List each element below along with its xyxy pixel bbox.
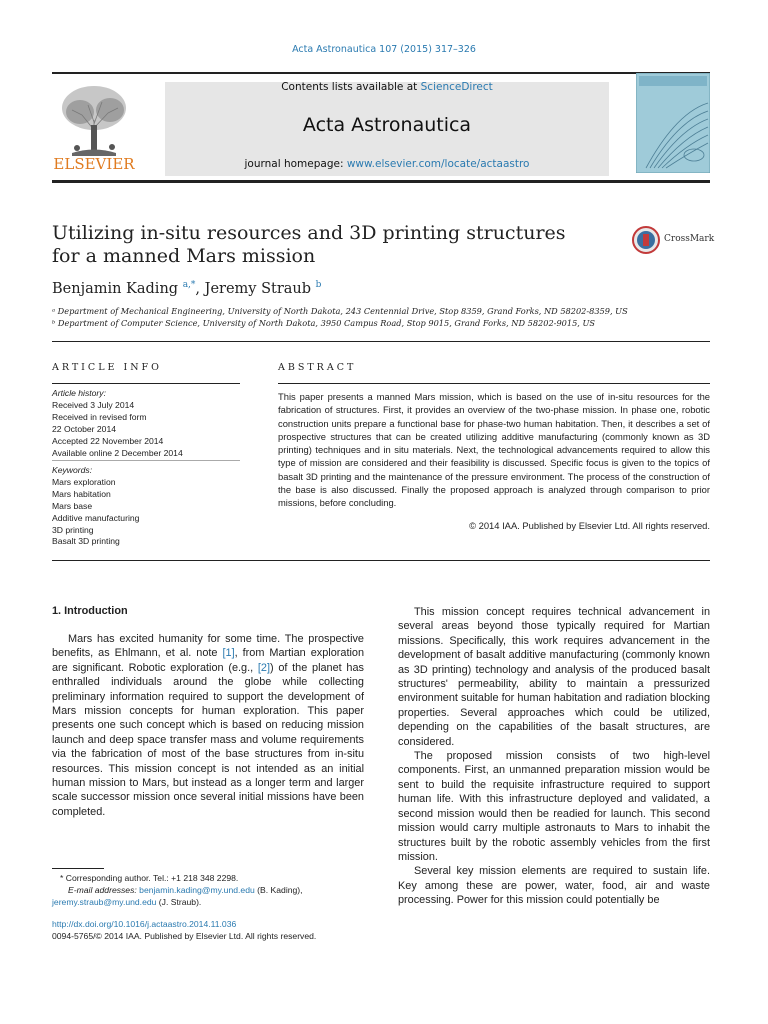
intro-p1-text-b: , from Martian exploration are significant. Robotic exploration (e.g., — [52, 647, 364, 674]
intro-paragraph-2: This mission concept requires technical advancement in several areas beyond those typically required for Martian missions. Specifically, this work requires advancement in the development of basalt additive manufacturing (commonly known as 3D printing) technology and analysis of the produced basalt structures' permeability, ability to maintain a pressurized environment suitable for human habitation and radiation blocking properties. Several approaches which could be utilized, depending on the capabilities of the basalt structures, are considered. — [398, 606, 710, 748]
keyword-item: Mars base — [52, 500, 93, 511]
author-kading-affil[interactable]: a,* — [182, 280, 196, 290]
homepage-prefix: journal homepage: — [244, 158, 347, 170]
keywords-label: Keywords: — [52, 465, 93, 475]
issn-copyright: 0094-5765/© 2014 IAA. Published by Elsevier Ltd. All rights reserved. — [52, 931, 317, 942]
contents-line — [165, 81, 609, 93]
article-history — [52, 388, 242, 459]
section-rule — [52, 341, 710, 342]
abstract-text: This paper presents a manned Mars mission, which is based on the use of in-situ resources for the fabrication of structures. First, it provides an overview of the two-phase mission. In phase one, robotic construction units prepare a functional base for phase-two human habitation. Then, it describes a set of prospective structures that can be created utilizing additive manufacturing (commonly known as 3D printing) techniques and in situ materials. Next, the technological advancements required to allow this type of mission are considered and their feasibility is discussed. Specific focus is given to the topics of basalt 3D printing and the maintenance of the pressure environment. The process of the construction of the base is also discussed. Finally the proposed approach is analyzed through comparison to prior missions, before concluding. — [278, 391, 710, 509]
homepage-link[interactable]: www.elsevier.com/locate/actaastro — [346, 158, 530, 170]
title-line-1: Utilizing in-situ resources and 3D printing structures — [52, 222, 566, 244]
author-kading: Benjamin Kading — [52, 280, 179, 297]
history-item: Received in revised form — [52, 411, 147, 422]
abstract-rule — [278, 383, 710, 384]
keyword-item: 3D printing — [52, 524, 94, 535]
history-item: Available online 2 December 2014 — [52, 447, 183, 458]
author-straub-affil[interactable]: b — [315, 280, 322, 290]
keyword-item: Additive manufacturing — [52, 512, 140, 523]
doi-block — [52, 918, 382, 942]
article-info-rule — [52, 383, 240, 384]
intro-p1-text-c: ) of the planet has enthralled individuals around the globe while collecting preliminary information required to support the development of Mars mission concepts for human exploration. This paper presents one such concept which is based on reducing mission launch and deep space transfer mass and volume requirements via the fabrication of most of the base structures from in-situ resources. This mission concept is not intended as an initial human mission to Mars, but instead as a longer term and larger scale successor mission once several initial missions have been completed. — [52, 661, 364, 818]
section-heading-introduction: 1. Introduction — [52, 605, 128, 617]
history-item: 22 October 2014 — [52, 423, 117, 434]
email-line — [52, 884, 382, 896]
footnote — [52, 872, 382, 909]
intro-paragraph-4: Several key mission elements are required to sustain life. Key among these are power, water, food, air and waste processing. Power for this mission could potentially be — [398, 865, 710, 907]
article-info-heading: ARTICLE INFO — [52, 362, 162, 373]
header-top-rule — [52, 72, 710, 74]
contents-prefix: Contents lists available at — [281, 81, 421, 93]
email-link-straub[interactable]: jeremy.straub@my.und.edu — [52, 897, 157, 908]
crossmark-icon — [632, 226, 660, 254]
affiliation-b: ᵇ Department of Computer Science, University of North Dakota, 3950 Campus Road, Stop 9015, Grand Forks, ND 58202-9015, US — [52, 318, 595, 328]
keyword-item: Mars exploration — [52, 476, 116, 487]
keywords-rule — [52, 460, 240, 461]
intro-p1-text-a: Mars has excited humanity for some time. The prospective benefits, as Ehlmann, et al. note — [52, 633, 364, 660]
author-straub: Jeremy Straub — [204, 280, 312, 297]
article-title — [52, 222, 592, 268]
history-item: Accepted 22 November 2014 — [52, 435, 164, 446]
header-bottom-rule — [52, 180, 710, 183]
reference-link-2[interactable]: [2] — [257, 661, 270, 674]
elsevier-wordmark: ELSEVIER — [53, 155, 135, 173]
sciencedirect-link[interactable]: ScienceDirect — [420, 81, 493, 93]
keyword-item: Basalt 3D printing — [52, 536, 120, 547]
abstract-copyright: © 2014 IAA. Published by Elsevier Ltd. All rights reserved. — [469, 520, 710, 531]
corresponding-author-note: * Corresponding author. Tel.: +1 218 348 2298. — [60, 873, 239, 883]
doi-link[interactable]: http://dx.doi.org/10.1016/j.actaastro.2014.11.036 — [52, 919, 237, 929]
body-top-rule — [52, 560, 710, 561]
reference-link-1[interactable]: [1] — [222, 647, 235, 660]
keywords-block — [52, 465, 242, 548]
right-column — [398, 605, 710, 908]
email-straub-suffix: (J. Straub). — [156, 897, 202, 908]
abstract-heading: ABSTRACT — [278, 362, 357, 373]
email-label: E-mail addresses: — [68, 885, 140, 896]
intro-paragraph-3: The proposed mission consists of two high-level components. First, an unmanned preparation mission would be sent to build the requisite infrastructure required to support human life. With this infrastructure deployed and validated, a second mission would then be readied for launch. This second mission would carry multiple astronauts to Mars to inhabit the structures built by the robotic assembly vehicles from the first mission. — [398, 750, 710, 863]
crossmark-label: CrossMark — [664, 234, 715, 244]
journal-title: Acta Astronautica — [302, 114, 472, 136]
email-line-2 — [52, 896, 382, 908]
journal-cover-thumbnail[interactable] — [636, 73, 710, 173]
history-item: Received 3 July 2014 — [52, 399, 135, 410]
email-link-kading[interactable]: benjamin.kading@my.und.edu — [139, 885, 255, 896]
email-kading-suffix: (B. Kading), — [254, 885, 303, 896]
author-separator: , — [195, 280, 205, 297]
title-line-2: for a manned Mars mission — [52, 245, 316, 267]
footnote-rule — [52, 868, 104, 869]
history-label: Article history: — [52, 388, 106, 398]
keyword-item: Mars habitation — [52, 488, 111, 499]
affiliation-a: ᵃ Department of Mechanical Engineering, University of North Dakota, 243 Centennial Drive, Stop 8359, Grand Forks, ND 58202-8359, US — [52, 306, 628, 316]
crossmark-badge[interactable] — [632, 226, 715, 252]
journal-citation[interactable]: Acta Astronautica 107 (2015) 317–326 — [292, 44, 476, 55]
author-list — [52, 280, 321, 297]
journal-homepage-line — [165, 158, 609, 170]
left-column — [52, 632, 364, 819]
intro-paragraph-1 — [52, 632, 364, 819]
